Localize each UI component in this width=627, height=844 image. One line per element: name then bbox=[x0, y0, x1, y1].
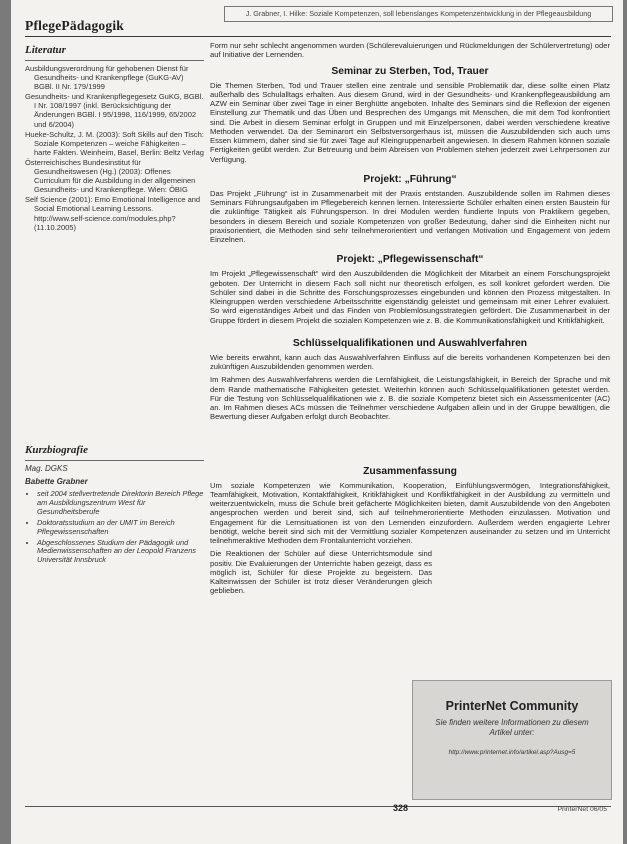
sidebar-literature bbox=[25, 40, 204, 233]
section-zusammenfassung bbox=[210, 466, 610, 596]
section-pflegewissenschaft bbox=[210, 254, 610, 325]
bio-name: Babette Grabner bbox=[25, 477, 88, 486]
bio-item: • Doktoratsstudium an der UMIT im Bereich Pflegewissenschaften bbox=[37, 519, 204, 537]
running-header: J. Grabner, I. Hilke: Soziale Kompetenzen, soll lebenslanges Kompetenzentwicklung in der Pflegeausbildung bbox=[224, 6, 613, 22]
section-fuehrung bbox=[210, 174, 610, 245]
closing-paragraph: Die Reaktionen der Schüler auf diese Unterrichtsmodule sind positiv. Die Evaluierungen der Unterrichte haben gezeigt, dass es möglich ist, Schüler für diese Projekte zu begeistern. Das Kalteinwissen der Schüler ist trotz dieser Veränderungen gleich geblieben. bbox=[210, 549, 432, 596]
reference-item: Gesundheits- und Krankenpflegegesetz GuKG, BGBl. I Nr. 108/1997 (inkl. Berücksichtigung der Änderungen BGBl. I 95/1998, 116/1999, 65/2002 und 6/2004) bbox=[25, 92, 204, 129]
body-paragraph: Im Rahmen des Auswahlverfahrens werden die Lernfähigkeit, die Leistungsfähigkeit, in Bereich der Sprache und mit dem Rande mathematische Fähigkeiten getestet. Weiterhin können auch Schlüsselqualifikationen getestet werden. Für die Testung von Schlüsselqualifikationen wie z. B. die soziale Kompetenz bietet sich ein Assessmentcenter (AC) an. Im Rahmen dieses ACs müssen die Teilnehmer verschiedene Aufgaben allein und in der Gruppe bewältigen, die Bewertung dieser Aufgaben erfolgt durch Beobachter. bbox=[210, 375, 610, 422]
biography-heading: Kurzbiografie bbox=[25, 444, 88, 456]
header-rule bbox=[25, 36, 611, 37]
section-schluesselqualifikationen bbox=[210, 338, 610, 422]
bio-list bbox=[25, 490, 204, 565]
section-heading: Schlüsselqualifikationen und Auswahlverfahren bbox=[292, 337, 528, 349]
body-paragraph: Wie bereits erwähnt, kann auch das Auswahlverfahren Einfluss auf die bereits vorhandenen Kompetenzen bei den zukünftigen Auszubildenden genommen werden. bbox=[210, 352, 610, 371]
section-heading: Seminar zu Sterben, Tod, Trauer bbox=[331, 65, 489, 77]
footer-rule bbox=[25, 806, 611, 807]
page-number: 328 bbox=[393, 803, 409, 813]
page-sheet bbox=[11, 0, 623, 844]
closing-column bbox=[210, 549, 610, 595]
printernet-title: PrinterNet Community bbox=[445, 699, 579, 713]
section-heading: Projekt: „Pflegewissenschaft“ bbox=[336, 254, 484, 266]
biography-rule bbox=[25, 460, 204, 461]
bio-item: • seit 2004 stellvertretende Direktorin Bereich Pflege am Ausbildungszentrum West für Gesundheitsberufe bbox=[37, 490, 204, 517]
journal-brand: PflegePädagogik bbox=[25, 18, 124, 33]
body-paragraph: Das Projekt „Führung“ ist in Zusammenarbeit mit der Praxis entstanden. Auszubildende sollen im Rahmen dieses Seminars Führungsaufgaben im Pflegebereich kennen lernen. Interessierte Schüler erhalten einen ersten Baustein für die zukünftige Tätigkeit als Führungsperson. In drei Modulen werden fundierte Inputs von Praktikern gegeben, besonders in diesem Bereich und soziale Kompetenzen von großer Bedeutung, daher sind die Einheiten nicht nur praxisorientiert, die Methoden sind sehr teilnehmerorientiert und verlangen Motivation und Engagement von jedem Einzelnen. bbox=[210, 188, 610, 244]
reference-item: Österreichisches Bundesinstitut für Gesundheitswesen (Hg.) (2003): Offenes Curriculum für die Ausbildung in der allgemeinen Gesundheits- und Krankenpflege. Wien: ÖBIG bbox=[25, 157, 196, 195]
section-sterben bbox=[210, 66, 610, 164]
printernet-link[interactable]: http://www.printernet.info/artikel.asp?Ausg=5 bbox=[448, 749, 576, 756]
bio-item: • Abgeschlossenes Studium der Pädagogik und Medienwissenschaften an der Leopold Franzens Universität Innsbruck bbox=[37, 539, 204, 566]
section-heading: Zusammenfassung bbox=[363, 465, 457, 477]
reference-item: Hueke-Schultz, J. M. (2003): Soft Skills auf den Tisch: Soziale Kompetenzen – weiche Fähigkeiten – harte Fakten. Weinheim, Basel, Berlin: Beltz Verlag bbox=[25, 129, 204, 157]
printernet-box bbox=[412, 680, 612, 800]
footer-source: PrinterNet 06/05 bbox=[557, 806, 607, 813]
printernet-text: Sie finden weitere Informationen zu diesem Artikel unter: bbox=[435, 718, 589, 737]
body-paragraph: Im Projekt „Pflegewissenschaft“ wird den Auszubildenden die Möglichkeit der Mitarbeit an einem Forschungsprojekt geboten. Der Unterricht in diesem Fach soll nicht nur theoretisch erfolgen, es soll konkret gefordert werden. Die Schüler sind dabei in die Schritte des Forschungsprozesses eingebunden und können den Prozess mitgestalten. In Kleingruppen werden verschiedene Arbeitsschritte eigenständig geleistet und gemeinsam mit einer Lehrer evaluiert. So wird eigenständiges Arbeit und das Finden von Problemlösungsstrategien gefördert. Die Zusammenarbeit in der Gruppe fördert in diesem Projekt die sozialen Kompetenzen wie z. B. die Kommunikationsfähigkeit und Kritikfähigkeit. bbox=[210, 269, 610, 325]
body-paragraph: Die Themen Sterben, Tod und Trauer stellen eine zentrale und sensible Problematik dar, diese sollte einen Platz außerhalb des Schulalltags erhalten. Aus diesem Grund, wird in der Gesundheits- und Krankenpflegeausbildung am AZW ein Seminar über zwei Tage in einer Berghütte angeboten. Inhalte des Seminars sind die Reflexion der eigenen Einstellung zur Thematik und das Üben und Besprechen des Umgangs mit Menschen, die mit dem Tod konfrontiert sind. Die Arbeit in diesem Seminar erfolgt in Gruppen und mit Einzelpersonen, dabei werden verschiedene kreative Methoden verwendet. Da der Seminarort ein Selbstversorgerhaus ist, müssen die Auszubildenden sich auch ums Essen kümmern, daher sind sie für zwei Tage auf Kleingruppenarbeit angewiesen. In diesem Rahmen können soziale Fertigkeiten geübt werden. Zur Betreuung und beim Abreisen von Problemen stehen jederzeit zwei Lehrpersonen zur Verfügung. bbox=[210, 80, 610, 164]
bio-title: Mag. DGKS bbox=[25, 464, 68, 473]
body-paragraph: Um soziale Kompetenzen wie Kommunikation, Kooperation, Einfühlungsvermögen, Integrationsfähigkeit, Teamfähigkeit, Motivation, Kontaktfähigkeit, Kritikfähigkeit und Konfliktfähigkeit in der Ausbildung zu vermitteln und weiterzuentwickeln, muss die Schule breit gefächerte Möglichkeiten bieten, damit Auszubildende von den Angeboten angesprochen werden und bereit sind, sich auf teilnehmerorientierte Methoden einzulassen. Motivation und Engagement für die Lernsituationen ist von den Lernenden einzufordern. Außerdem werden engagierte Lehrer benötigt, welche bereit sind sich mit der Vermittlung sozialer Kompetenzen auseinander zu setzen und im Unterricht teilnehmeraktive Methoden dem Frontalunterricht vorziehen. bbox=[210, 480, 610, 545]
reference-item: Ausbildungsverordnung für gehobenen Dienst für Gesundheits- und Krankenpflege (GuKG-AV) BGBl. II Nr. 179/1999 bbox=[25, 64, 189, 92]
reference-item: Self Science (2001): Emo Emotional Intelligence and Social Emotional Learning Lessons. http://www.self-science.com/modules.php? (11.10.2005) bbox=[25, 195, 201, 232]
section-heading: Projekt: „Führung“ bbox=[363, 173, 457, 185]
literature-rule bbox=[25, 60, 204, 61]
sidebar-biography bbox=[25, 440, 204, 567]
main-column bbox=[210, 41, 610, 600]
intro-paragraph: Form nur sehr schlecht angenommen wurden (Schülerevaluierungen und Rückmeldungen der Schülervertretung) oder auf Initiative der Lernenden. bbox=[210, 41, 610, 60]
literature-heading: Literatur bbox=[25, 44, 66, 56]
